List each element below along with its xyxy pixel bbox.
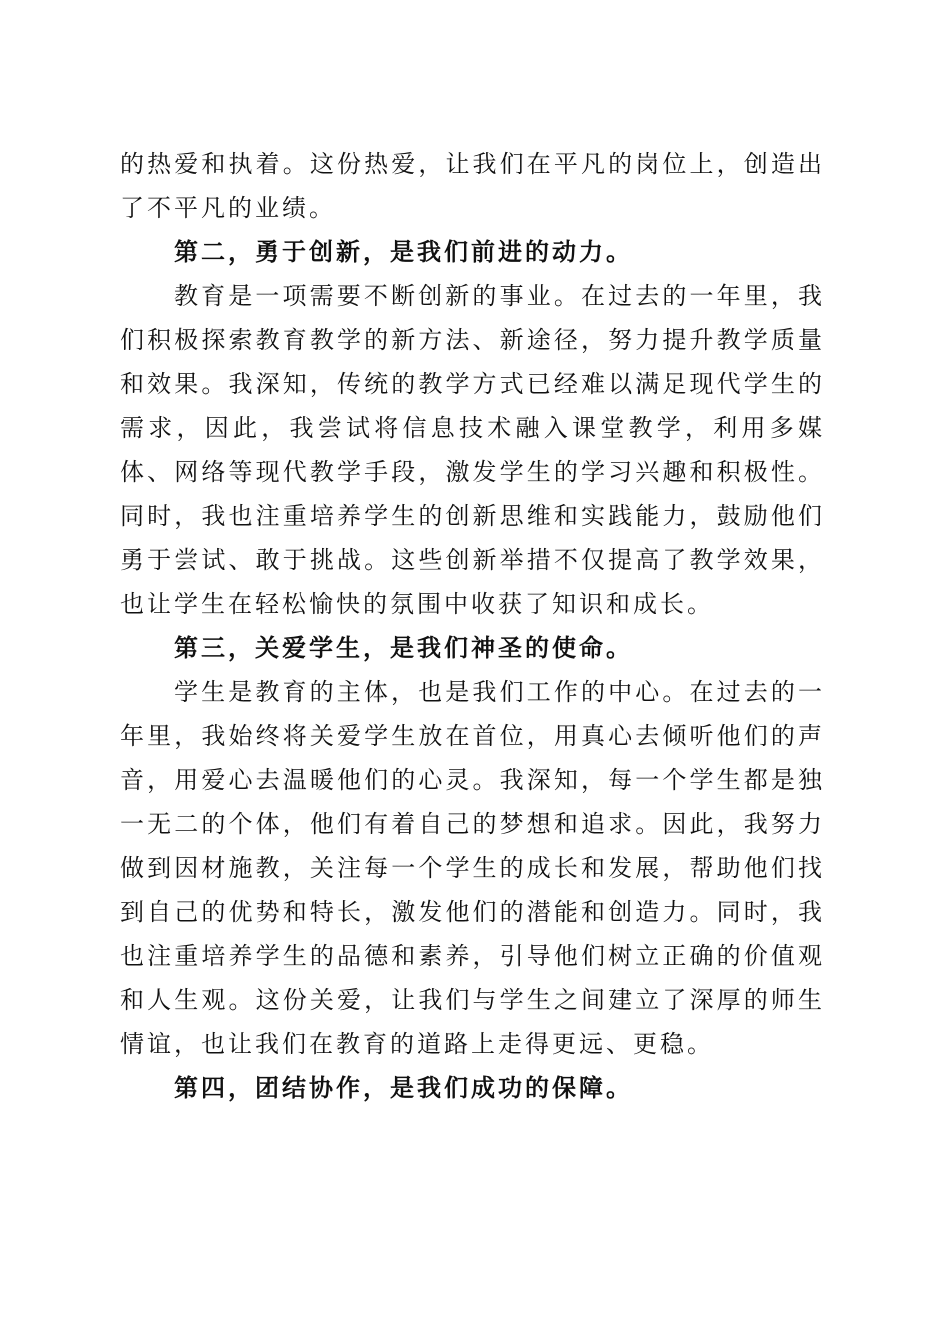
section-heading-innovation: 第二，勇于创新，是我们前进的动力。 [174, 237, 633, 266]
paragraph-innovation: 教育是一项需要不断创新的事业。在过去的一年里，我们积极探索教育教学的新方法、新途径，努力提升教学质量和效果。我深知，传统的教学方式已经难以满足现代学生的需求，因此，我尝试将信息技术融入课堂教学，利用多媒体、网络等现代教学手段，激发学生的学习兴趣和积极性。同时，我也注重培养学生的创新思维和实践能力，鼓励他们勇于尝试、敢于挑战。这些创新举措不仅提高了教学效果，也让学生在轻松愉快的氛围中收获了知识和成长。 [120, 282, 825, 618]
document-page [120, 142, 825, 1110]
section-heading-care: 第三，关爱学生，是我们神圣的使命。 [174, 633, 633, 662]
paragraph-continuation: 的热爱和执着。这份热爱，让我们在平凡的岗位上，创造出了不平凡的业绩。 [120, 150, 825, 222]
section-heading-teamwork: 第四，团结协作，是我们成功的保障。 [174, 1073, 633, 1102]
paragraph-care: 学生是教育的主体，也是我们工作的中心。在过去的一年里，我始终将关爱学生放在首位，用真心去倾听他们的声音，用爱心去温暖他们的心灵。我深知，每一个学生都是独一无二的个体，他们有着自己的梦想和追求。因此，我努力做到因材施教，关注每一个学生的成长和发展，帮助他们找到自己的优势和特长，激发他们的潜能和创造力。同时，我也注重培养学生的品德和素养，引导他们树立正确的价值观和人生观。这份关爱，让我们与学生之间建立了深厚的师生情谊，也让我们在教育的道路上走得更远、更稳。 [120, 678, 825, 1058]
